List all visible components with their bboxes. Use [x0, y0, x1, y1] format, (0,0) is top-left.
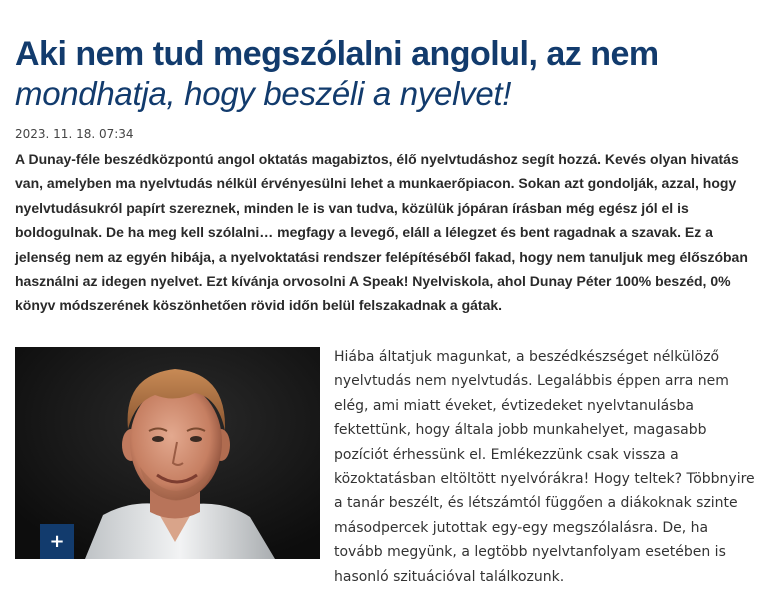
expand-image-button[interactable]: + [40, 524, 74, 559]
article-body-paragraph: Hiába áltatjuk magunkat, a beszédkészséget nélkülöző nyelvtudás nem nyelvtudás. Legalábbis éppen arra nem elég, ami miatt éveket, évtizedeket nyelvtanulásba fektettünk, hogy általa jobb munkahelyet, magasabb pozíciót érhessünk el. Emlékezzünk csak vissza a közoktatásban eltöltött nyelvórákra! Hogy teltek? Többnyire a tanár beszélt, és létszámtól függően a diákoknak szinte másodpercek jutottak egy-egy megszólalásra. De, ha tovább megyünk, a legtöbb nyelvtanfolyam esetében is hasonló szituációval találkozunk. [334, 349, 755, 585]
article-lead: A Dunay-féle beszédközpontú angol oktatás magabiztos, élő nyelvtudáshoz segít hozzá. Kevés olyan hivatás van, amelyben ma nyelvtudás nélkül érvényesülni lehet a munkaerőpiacon. Sokan azt gondolják, azzal, hogy nyelvtudásukról papírt szereznek, minden le is van tudva, közülük jópáran írásban még egész jól el is boldogulnak. De ha meg kell szólalni… megfagy a levegő, eláll a lélegzet és bent ragadnak a szavak. Ez a jelenség nem az egyén hibája, a nyelvoktatási rendszer felépítéséből fakad, hogy nem tanuljuk meg élőszóban használni az idegen nyelvet. Ezt kívánja orvosolni A Speak! Nyelviskola, ahol Dunay Péter 100% beszéd, 0% könyv módszerének köszönhetően rövid időn belül felszakadnak a gátak. [15, 151, 748, 314]
publish-date: 2023. 11. 18. 07:34 [15, 127, 134, 141]
title-italic-part: mondhatja, hogy beszéli a nyelvet! [15, 75, 512, 112]
article-title [15, 34, 755, 114]
title-bold-part: Aki nem tud megszólalni angolul, az nem [15, 35, 659, 73]
